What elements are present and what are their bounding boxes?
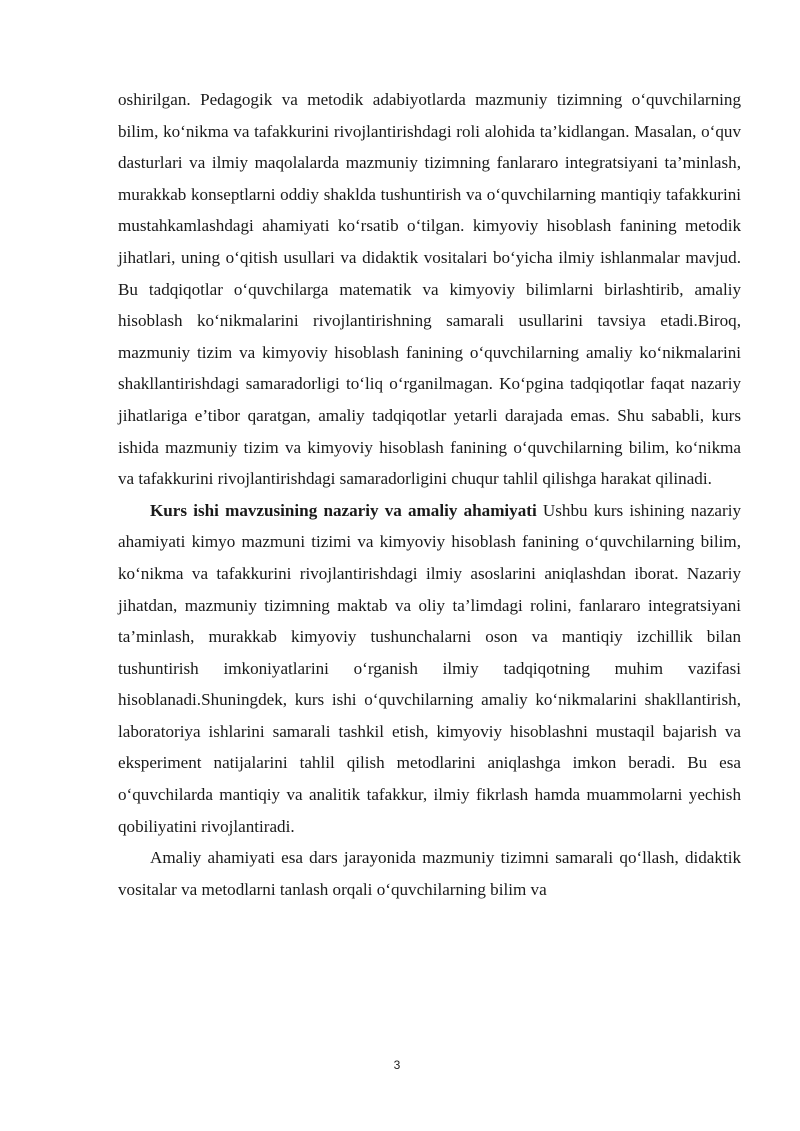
paragraph-literature-review: oshirilgan. Pedagogik va metodik adabiyotlarda mazmuniy tizimning o‘quvchilarning bilim, ko‘nikma va tafakkurini rivojlantirishdagi roli alohida ta’kidlangan. Masalan, o‘quv dasturlari va ilmiy maqolalarda mazmuniy tizimning fanlararo integratsiyani ta’minlash, murakkab konseptlarni oddiy shaklda tushuntirish va o‘quvchilarning mantiqiy tafakkurini mustahkamlashdagi ahamiyati ko‘rsatib o‘tilgan. kimyoviy hisoblash fanining metodik jihatlari, uning o‘qitish usullari va didaktik vositalari bo‘yicha ilmiy ishlanmalar mavjud. Bu tadqiqotlar o‘quvchilarga matematik va kimyoviy bilimlarni birlashtirib, amaliy hisoblash ko‘nikmalarini rivojlantirishning samarali usullarini tavsiya etadi.Biroq, mazmuniy tizim va kimyoviy hisoblash fanining o‘quvchilarning amaliy ko‘nikmalarini shakllantirishdagi samaradorligi to‘liq o‘rganilmagan. Ko‘pgina tadqiqotlar faqat nazariy jihatlariga e’tibor qaratgan, amaliy tadqiqotlar yetarli darajada emas. Shu sababli, kurs ishida mazmuniy tizim va kimyoviy hisoblash fanining o‘quvchilarning bilim, ko‘nikma va tafakkurini rivojlantirishdagi samaradorligini chuqur tahlil qilishga harakat qilinadi. xyxy=(118,90,741,489)
paragraph-significance-body: Ushbu kurs ishining nazariy ahamiyati kimyo mazmuni tizimi va kimyoviy hisoblash fanining o‘quvchilarning bilim, ko‘nikma va tafakkurini rivojlantirishdagi ilmiy asoslarini aniqlashdan iborat. Nazariy jihatdan, mazmuniy tizimning maktab va oliy ta’limdagi rolini, fanlararo integratsiyani ta’minlash, murakkab kimyoviy tushunchalarni oson va mantiqiy izchillik bilan tushuntirish imkoniyatlarini o‘rganish ilmiy tadqiqotning muhim vazifasi hisoblanadi.Shuningdek, kurs ishi o‘quvchilarning amaliy ko‘nikmalarini shakllantirish, laboratoriya ishlarini samarali tashkil etish, kimyoviy hisoblashni mustaqil bajarish va eksperiment natijalarini tahlil qilish metodlarini aniqlashga imkon beradi. Bu esa o‘quvchilarda mantiqiy va analitik tafakkur, ilmiy fikrlash hamda muammolarni yechish qobiliyatini rivojlantiradi. xyxy=(118,500,741,836)
paragraph-practical-significance: Amaliy ahamiyati esa dars jarayonida mazmuniy tizimni samarali qo‘llash, didaktik vositalar va metodlarni tanlash orqali o‘quvchilarning bilim va xyxy=(118,848,741,899)
paragraph-significance xyxy=(118,495,741,843)
page-number-value: 3 xyxy=(393,1058,401,1072)
page-number xyxy=(0,1058,800,1072)
section-heading-significance: Kurs ishi mavzusining nazariy va amaliy ahamiyati xyxy=(150,500,537,520)
